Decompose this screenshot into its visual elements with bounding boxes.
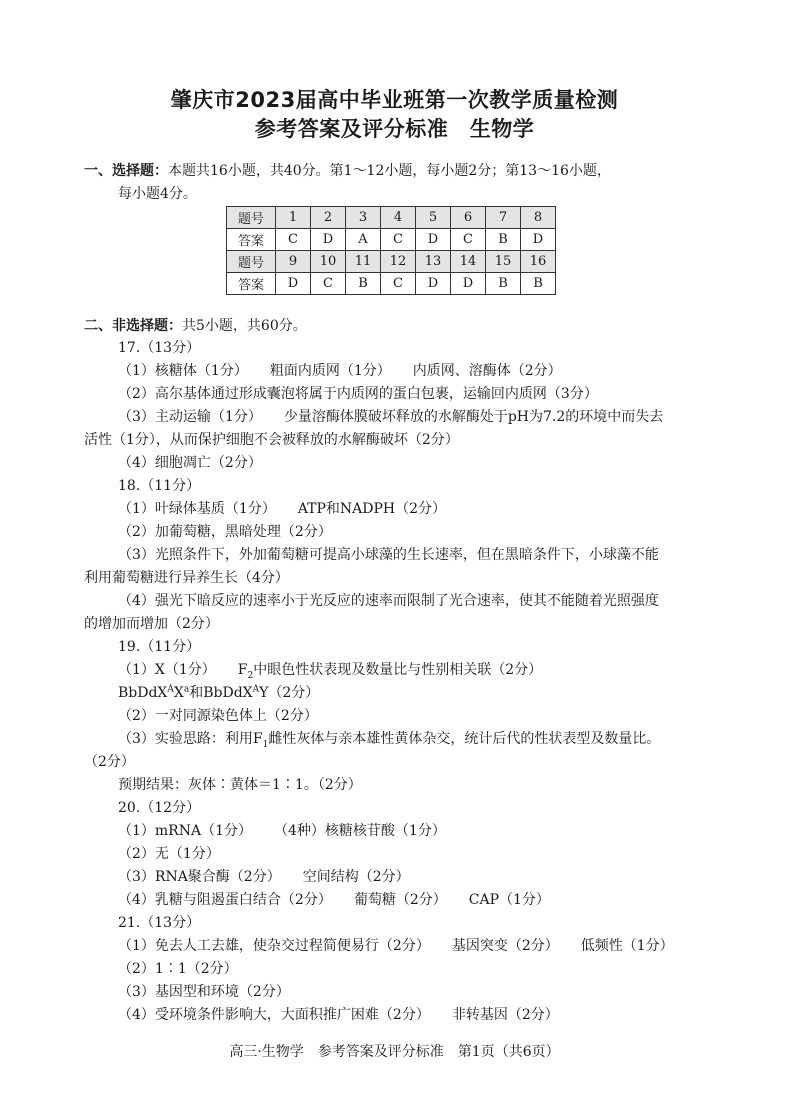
q18-1b: ATP和NADPH（2分） — [297, 501, 447, 517]
q21-4b: 非转基因（2分） — [451, 1007, 559, 1023]
q21-answer-3: （3）基因型和环境（2分） — [118, 984, 290, 1000]
answer-table-cell: C — [276, 229, 311, 251]
answer-table-cell: 10 — [311, 251, 346, 273]
q19-3-pre: （3）实验思路：利用F — [118, 731, 263, 747]
answer-table-cell: D — [276, 273, 311, 295]
q17-3a: （3）主动运输（1分） — [118, 409, 262, 425]
answer-table-cell: B — [521, 273, 556, 295]
q17-3b: 少量溶酶体膜破坏释放的水解酶处于pH为7.2的环境中而失去 — [283, 409, 664, 425]
page-subtitle: 参考答案及评分标准 生物学 — [254, 117, 535, 141]
q18-answer-1 — [118, 498, 446, 518]
q20-heading: 20.（12分） — [118, 800, 201, 816]
section2-text: 共5小题，共60分。 — [182, 318, 307, 334]
q21-1b: 基因突变（2分） — [451, 938, 559, 954]
q17-1b: 粗面内质网（1分） — [269, 363, 391, 379]
q19-geno-s2: a — [183, 684, 190, 695]
q19-answer-3-cont: （2分） — [84, 754, 135, 770]
answer-table — [226, 206, 556, 295]
q20-4b: 葡萄糖（2分） — [353, 892, 447, 908]
q18-heading: 18.（11分） — [118, 478, 201, 494]
answer-table-cell: D — [416, 229, 451, 251]
q21-1c: 低频性（1分） — [580, 938, 674, 954]
q17-1a: （1）核糖体（1分） — [118, 363, 248, 379]
q19-1b: 中眼色性状表现及数量比与性别相关联（2分） — [253, 662, 543, 678]
answer-table-header-cell: 答案 — [227, 273, 276, 295]
answer-table-cell: D — [416, 273, 451, 295]
q19-answer-2: （2）一对同源染色体上（2分） — [118, 708, 318, 724]
q18-answer-2: （2）加葡萄糖，黑暗处理（2分） — [118, 524, 332, 540]
q20-4c: CAP（1分） — [468, 892, 550, 908]
page-footer: 高三·生物学 参考答案及评分标准 第1页（共6页） — [229, 1044, 560, 1060]
q17-1c: 内质网、溶酶体（2分） — [412, 363, 562, 379]
q20-3a: （3）RNA聚合酶（2分） — [118, 869, 281, 885]
q19-genotype-line — [118, 682, 319, 702]
answer-table-row — [227, 273, 556, 295]
page-title: 肇庆市2023届高中毕业班第一次教学质量检测 — [170, 88, 619, 112]
section1-label: 一、选择题： — [84, 163, 168, 179]
answer-table-row — [227, 229, 556, 251]
q20-4a: （4）乳糖与阻遏蛋白结合（2分） — [118, 892, 332, 908]
answer-table-cell: C — [451, 229, 486, 251]
q19-geno-p1: BbDdX — [118, 685, 168, 701]
answer-table-cell: C — [311, 273, 346, 295]
q20-answer-3 — [118, 866, 410, 886]
answer-table-header-cell: 答案 — [227, 229, 276, 251]
section2-label: 二、非选择题： — [84, 318, 182, 334]
answer-table-cell: 8 — [521, 207, 556, 229]
answer-table-cell: 9 — [276, 251, 311, 273]
answer-table-cell: 11 — [346, 251, 381, 273]
answer-table-cell: B — [346, 273, 381, 295]
answer-table-cell: 2 — [311, 207, 346, 229]
answer-table-cell: 15 — [486, 251, 521, 273]
q20-answer-1 — [118, 820, 446, 840]
q19-1a: （1）X（1分） — [118, 662, 216, 678]
q21-4a: （4）受环境条件影响大，大面积推广困难（2分） — [118, 1007, 430, 1023]
section1-text: 本题共16小题，共40分。第1～12小题，每小题2分；第13～16小题， — [168, 163, 611, 179]
answer-table-cell: 7 — [486, 207, 521, 229]
q18-answer-4: （4）强光下暗反应的速率小于光反应的速率而限制了光合速率，使其不能随着光照强度 — [118, 593, 659, 609]
q20-1b: （4种）核糖核苷酸（1分） — [274, 823, 446, 839]
q19-expected-result: 预期结果：灰体∶黄体＝1∶1。（2分） — [118, 777, 362, 793]
answer-table-cell: 13 — [416, 251, 451, 273]
q20-1a: （1）mRNA（1分） — [118, 823, 252, 839]
q17-answer-3-cont: 活性（1分），从而保护细胞不会被释放的水解酶破坏（2分） — [84, 432, 459, 448]
q19-geno-p4: Y（2分） — [259, 685, 320, 701]
answer-table-cell: B — [486, 273, 521, 295]
q19-3-post: 雌性灰体与亲本雄性黄体杂交，统计后代的性状表型及数量比。 — [268, 731, 661, 747]
q21-heading: 21.（13分） — [118, 915, 201, 931]
answer-table-cell: 1 — [276, 207, 311, 229]
q18-answer-4-cont: 的增加而增加（2分） — [84, 616, 219, 632]
q21-answer-1 — [118, 935, 674, 955]
answer-table-cell: D — [521, 229, 556, 251]
q17-heading: 17.（13分） — [118, 340, 201, 356]
q19-heading: 19.（11分） — [118, 639, 201, 655]
q20-answer-2: （2）无（1分） — [118, 846, 220, 862]
q21-answer-2: （2）1∶1（2分） — [118, 961, 238, 977]
q19-answer-1 — [118, 659, 542, 681]
q19-geno-p3: 和BbDdX — [189, 685, 253, 701]
q19-1b-sub: 2 — [247, 670, 254, 681]
answer-table-cell: 5 — [416, 207, 451, 229]
answer-table-cell: A — [346, 229, 381, 251]
answer-table-cell: C — [381, 273, 416, 295]
q18-answer-3: （3）光照条件下，外加葡萄糖可提高小球藻的生长速率，但在黑暗条件下，小球藻不能 — [118, 547, 659, 563]
answer-table-header-cell: 题号 — [227, 207, 276, 229]
answer-table-cell: 4 — [381, 207, 416, 229]
answer-table-cell: C — [381, 229, 416, 251]
answer-table-cell: 14 — [451, 251, 486, 273]
q20-3b: 空间结构（2分） — [302, 869, 410, 885]
q19-answer-3 — [118, 728, 660, 750]
q19-geno-s1: A — [167, 684, 174, 695]
answer-table-cell: 6 — [451, 207, 486, 229]
q21-answer-4 — [118, 1004, 559, 1024]
q19-1b-f: F — [237, 662, 248, 678]
q21-1a: （1）免去人工去雄，使杂交过程简便易行（2分） — [118, 938, 430, 954]
q19-3-sub: 1 — [262, 739, 269, 750]
answer-table-cell: 16 — [521, 251, 556, 273]
answer-table-cell: 12 — [381, 251, 416, 273]
q19-geno-p2: X — [173, 685, 184, 701]
answer-table-cell: D — [451, 273, 486, 295]
answer-table-row — [227, 207, 556, 229]
section1-text-cont: 每小题4分。 — [118, 186, 197, 202]
q17-answer-2: （2）高尔基体通过形成囊泡将属于内质网的蛋白包裹，运输回内质网（3分） — [118, 386, 598, 402]
answer-table-cell: D — [311, 229, 346, 251]
q18-answer-3-cont: 利用葡萄糖进行异养生长（4分） — [84, 570, 289, 586]
section1-heading — [84, 160, 611, 180]
answer-table-header-cell: 题号 — [227, 251, 276, 273]
answer-table-cell: 3 — [346, 207, 381, 229]
q19-geno-s3: A — [252, 684, 260, 695]
q17-answer-4: （4）细胞凋亡（2分） — [118, 455, 262, 471]
q18-1a: （1）叶绿体基质（1分） — [118, 501, 276, 517]
q17-answer-3 — [118, 406, 663, 426]
answer-table-cell: B — [486, 229, 521, 251]
answer-table-row — [227, 251, 556, 273]
section2-heading — [84, 315, 307, 335]
q17-answer-1 — [118, 360, 562, 380]
q20-answer-4 — [118, 889, 550, 909]
